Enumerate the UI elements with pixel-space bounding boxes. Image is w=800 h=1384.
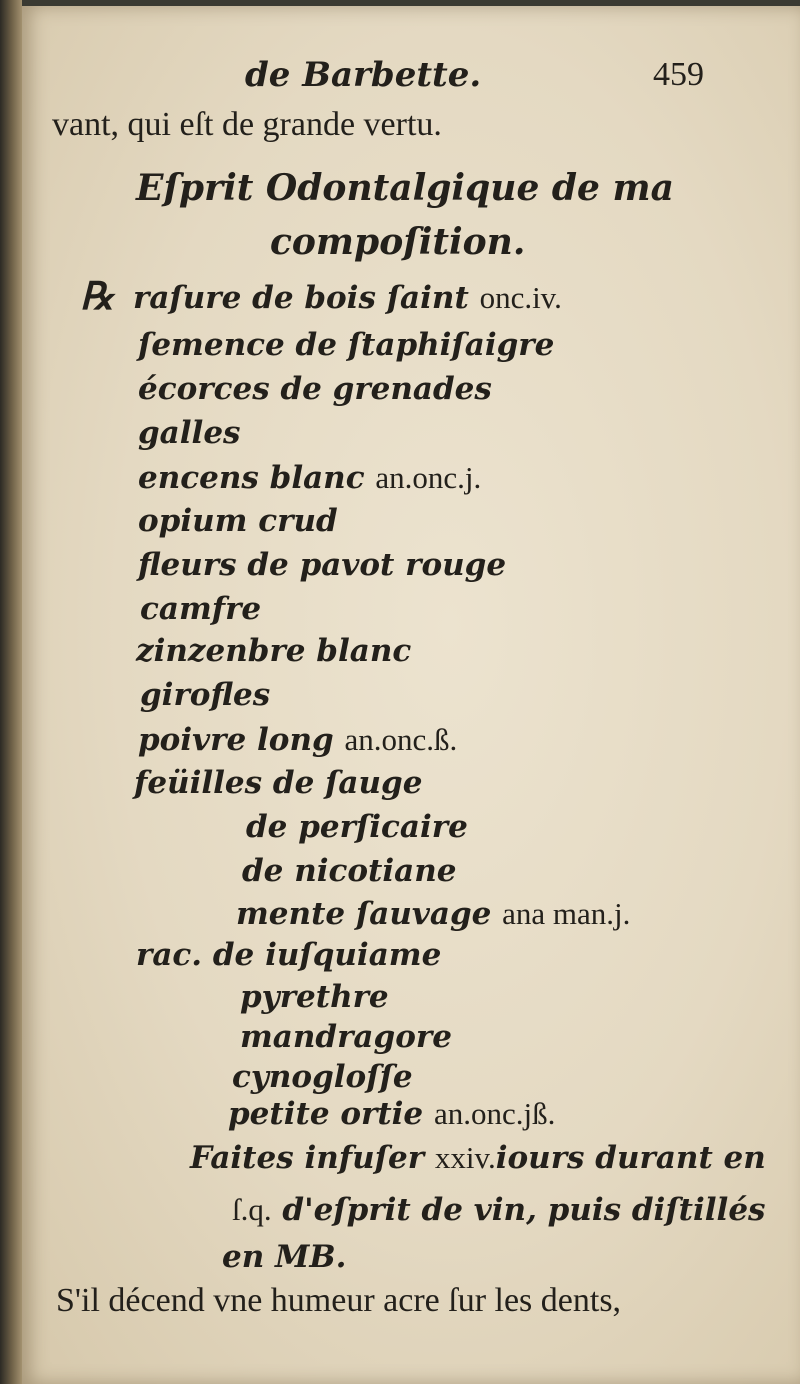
ingredient-row xyxy=(138,503,338,539)
ingredient-row xyxy=(138,547,507,583)
ingredient-row xyxy=(138,462,481,494)
instruction-spirit: d'eſprit de vin, puis diſtillés xyxy=(282,1192,766,1228)
ingredient-dose: an.onc.j. xyxy=(375,460,482,495)
ingredient-row xyxy=(133,282,562,314)
page-number: 459 xyxy=(653,56,704,93)
instruction-days: xxiv. xyxy=(434,1140,496,1175)
ingredient-row xyxy=(134,765,423,801)
recipe-symbol: ℞ xyxy=(80,276,115,318)
ingredient-name: de perſicaire xyxy=(246,809,468,845)
ingredient-row xyxy=(242,853,457,889)
ingredient-name: rac. de iuſquiame xyxy=(136,937,442,973)
ingredient-name: petite ortie xyxy=(228,1096,424,1132)
ingredient-name: pyrethre xyxy=(240,979,389,1015)
ingredient-name: zinzenbre blanc xyxy=(136,633,412,669)
book-gutter xyxy=(0,0,22,1384)
ingredient-row xyxy=(138,415,241,451)
ingredient-row xyxy=(236,898,630,930)
ingredient-dose: an.onc.ß. xyxy=(344,722,458,757)
instruction-verb: Faites infuſer xyxy=(190,1140,425,1176)
ingredient-name: encens blanc xyxy=(138,460,365,496)
ingredient-name: fleurs de pavot rouge xyxy=(138,547,507,583)
instruction-duration: iours durant en xyxy=(495,1140,766,1176)
ingredient-dose: onc.iv. xyxy=(479,280,562,315)
ingredient-name: cynogloſſe xyxy=(232,1059,413,1095)
ingredient-name: girofles xyxy=(140,677,271,713)
instruction-line-1 xyxy=(190,1142,766,1174)
ingredient-row xyxy=(240,979,389,1015)
ingredient-name: de nicotiane xyxy=(242,853,457,889)
continuation-line: vant, qui eſt de grande vertu. xyxy=(52,106,442,143)
running-title: de Barbette. xyxy=(245,55,482,95)
ingredient-row xyxy=(136,937,442,973)
ingredient-row xyxy=(140,591,262,627)
instruction-line-3: en MB. xyxy=(222,1239,347,1275)
ingredient-name: camfre xyxy=(140,591,262,627)
ingredient-name: mandragore xyxy=(240,1019,452,1055)
ingredient-name: poivre long xyxy=(138,722,334,758)
recipe-title-line-1: Eſprit Odontalgique de ma xyxy=(136,167,674,209)
ingredient-row xyxy=(232,1059,413,1095)
book-page xyxy=(22,6,800,1384)
ingredient-name: écorces de grenades xyxy=(138,371,492,407)
recipe-title-line-2: compoſition. xyxy=(270,221,526,263)
ingredient-name: mente ſauvage xyxy=(236,896,492,932)
ingredient-row xyxy=(136,633,412,669)
ingredient-name: feüilles de ſauge xyxy=(134,765,423,801)
ingredient-dose: ana man.j. xyxy=(502,896,631,931)
ingredient-row xyxy=(138,724,457,756)
ingredient-row xyxy=(240,1019,452,1055)
ingredient-row xyxy=(140,677,271,713)
ingredient-row xyxy=(228,1098,555,1130)
ingredient-name: raſure de bois ſaint xyxy=(133,280,469,316)
ingredient-dose: an.onc.jß. xyxy=(433,1096,556,1131)
ingredient-row xyxy=(138,327,555,363)
ingredient-row xyxy=(138,371,492,407)
instruction-quantity: ſ.q. xyxy=(232,1192,272,1227)
ingredient-name: opium crud xyxy=(138,503,338,539)
ingredient-name: galles xyxy=(138,415,241,451)
ingredient-name: ſemence de ſtaphiſaigre xyxy=(138,327,555,363)
instruction-line-2 xyxy=(232,1194,766,1226)
final-line: S'il décend vne humeur acre ſur les dents, xyxy=(56,1282,622,1319)
ingredient-row xyxy=(246,809,468,845)
